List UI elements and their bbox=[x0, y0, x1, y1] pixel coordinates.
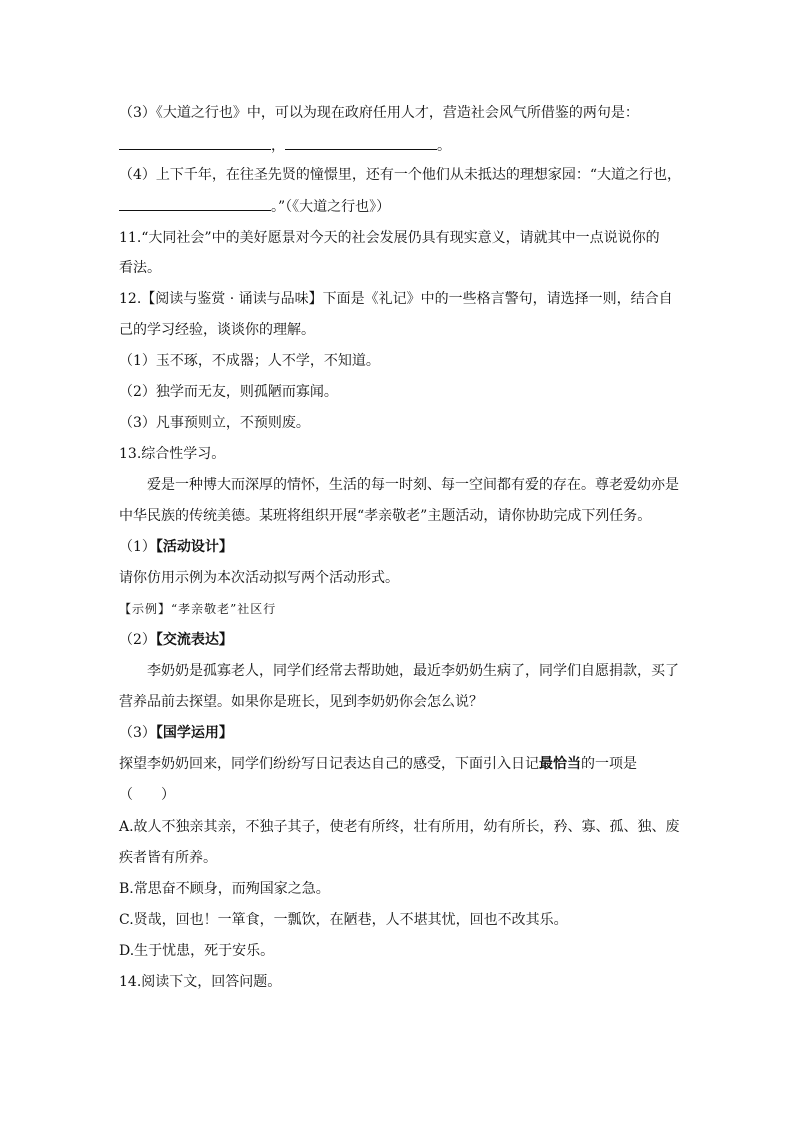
fill-blank[interactable] bbox=[285, 135, 437, 150]
task-2-text-2: 营养品前去探望。如果你是班长，见到李奶奶你会怎么说？ bbox=[119, 694, 483, 710]
task-1-example: 【示例】“孝亲敬老”社区行 bbox=[119, 602, 277, 616]
paragraph-13-1: 爱是一种博大而深厚的情怀，生活的每一时刻、每一空间都有爱的存在。尊老爱幼亦是 bbox=[147, 477, 679, 493]
task-3-prompt: 探望李奶奶回来，同学们纷纷写日记表达自己的感受，下面引入日记最恰当的一项是 bbox=[119, 756, 637, 772]
paragraph-13-2: 中华民族的传统美德。某班将组织开展“孝亲敬老”主题活动，请你协助完成下列任务。 bbox=[119, 508, 652, 524]
option-c: C.贤哉，回也！一箪食，一瓢饮，在陋巷，人不堪其忧，回也不改其乐。 bbox=[119, 912, 568, 928]
task-1-heading: （1）【活动设计】 bbox=[119, 539, 233, 555]
option-a: A.故人不独亲其亲，不独子其子，使老有所终，壮有所用，幼有所长，矜、寡、孤、独、废 bbox=[119, 819, 680, 835]
question-10-3: （3）《大道之行也》中，可以为现在政府任用人才，营造社会风气所借鉴的两句是： bbox=[119, 105, 639, 121]
fill-blank[interactable] bbox=[119, 196, 271, 211]
answer-bracket[interactable]: （ ） bbox=[119, 787, 175, 803]
question-14: 14.阅读下文，回答问题。 bbox=[119, 974, 282, 990]
answer-line-10-4: 。”（《大道之行也》） bbox=[119, 196, 390, 217]
task-2-heading: （2）【交流表达】 bbox=[119, 632, 233, 648]
task-2-text-1: 李奶奶是孤寡老人，同学们经常去帮助她，最近李奶奶生病了，同学们自愿捐款，买了 bbox=[147, 663, 679, 679]
option-d: D.生于忧患，死于安乐。 bbox=[119, 943, 275, 959]
proverb-3: （3）凡事预则立，不预则废。 bbox=[119, 415, 310, 431]
option-a-cont: 疾者皆有所养。 bbox=[119, 850, 217, 866]
question-11: 11.“大同社会”中的美好愿景对今天的社会发展仍具有现实意义，请就其中一点说说你的 bbox=[119, 230, 660, 246]
question-12-cont: 己的学习经验，谈谈你的理解。 bbox=[119, 322, 315, 338]
option-b: B.常思奋不顾身，而殉国家之急。 bbox=[119, 881, 330, 897]
fill-blank[interactable] bbox=[119, 135, 271, 150]
proverb-2: （2）独学而无友，则孤陋而寡闻。 bbox=[119, 384, 338, 400]
question-13: 13.综合性学习。 bbox=[119, 446, 226, 462]
proverb-1: （1）玉不琢，不成器；人不学，不知道。 bbox=[119, 353, 380, 369]
question-11-cont: 看法。 bbox=[119, 260, 161, 276]
question-12: 12.【阅读与鉴赏 · 诵读与品味】下面是《礼记》中的一些格言警句，请选择一则，结合自 bbox=[119, 291, 673, 307]
answer-line-10-3: ， 。 bbox=[119, 135, 451, 156]
question-10-4: （4）上下千年，在往圣先贤的憧憬里，还有一个他们从未抵达的理想家园：“大道之行也， bbox=[119, 167, 682, 183]
task-3-heading: （3）【国学运用】 bbox=[119, 725, 233, 741]
task-1-prompt: 请你仿用示例为本次活动拟写两个活动形式。 bbox=[119, 570, 399, 586]
